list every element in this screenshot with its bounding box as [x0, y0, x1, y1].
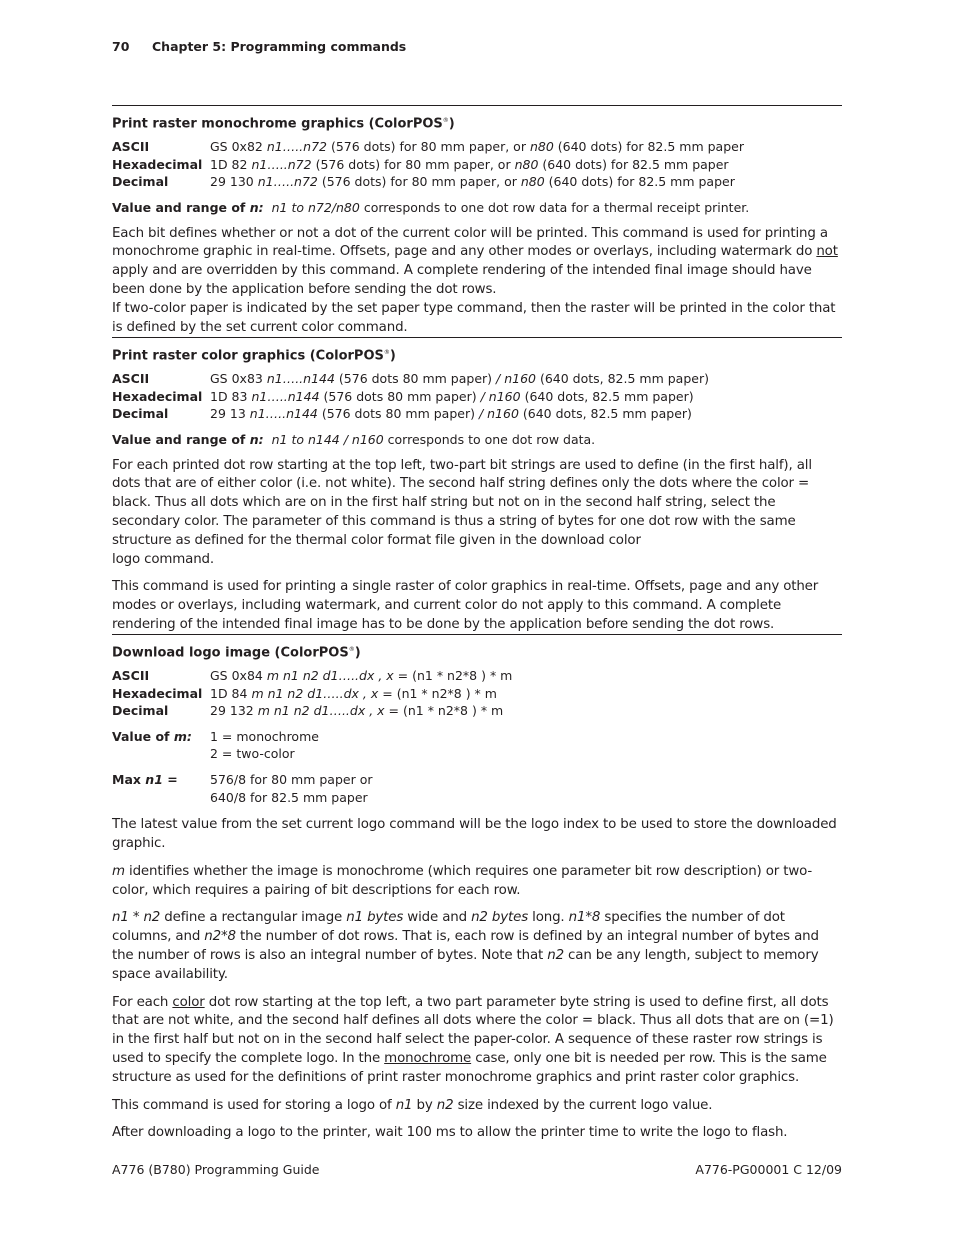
section-raster-color	[112, 337, 842, 635]
encoding-table	[112, 370, 842, 422]
body-paragraph: This command is used for storing a logo of n1 by n2 size indexed by the current logo value.	[112, 1097, 713, 1113]
section-divider	[112, 337, 842, 338]
body-paragraph: This command is used for printing a single raster of color graphics in real-time. Offsets, page and any other modes or overlays, including watermark, and current color do not apply to this command. A complete rendering of the intended final image has to be done by the application before sending the dot rows.	[112, 579, 819, 632]
body-paragraph: The latest value from the set current logo command will be the logo index to be used to store the downloaded graphic.	[112, 817, 837, 851]
encoding-row: Hexadecimal 1D 82 n1…..n72 (576 dots) for 80 mm paper, or n80 (640 dots) for 82.5 mm paper	[112, 156, 729, 172]
body-paragraph: For each color dot row starting at the top left, a two part parameter byte string is used to define first, all dots that are not white, and the second half defines all dots where the color = black. Thus all dots that are on (=1) in the first half but not on in the second half select the paper-color. A sequence of these raster row strings is used to specify the complete logo. In the monochrome case, only one bit is needed per row. This is the same structure as used for the definitions of print raster monochrome graphics and print raster color graphics.	[112, 994, 834, 1085]
page-number: 70	[112, 39, 130, 54]
encoding-row: ASCII GS 0x83 n1…..n144 (576 dots 80 mm paper) / n160 (640 dots, 82.5 mm paper)	[112, 371, 709, 387]
section-download-logo	[112, 634, 842, 1143]
body-paragraph: After downloading a logo to the printer, wait 100 ms to allow the printer time to write the logo to flash.	[112, 1125, 788, 1141]
section-divider	[112, 634, 842, 635]
encoding-row: Decimal 29 13 n1…..n144 (576 dots 80 mm paper) / n160 (640 dots, 82.5 mm paper)	[112, 406, 692, 422]
section-divider	[112, 105, 842, 106]
value-range: Value and range of n: n1 to n72/n80 corresponds to one dot row data for a thermal receipt printer.	[112, 199, 750, 215]
running-header	[112, 39, 406, 54]
section-title: Print raster color graphics (ColorPOS®)	[112, 348, 396, 364]
footer-guide-title: A776 (B780) Programming Guide	[112, 1162, 320, 1177]
section-title: Print raster monochrome graphics (ColorPOS®)	[112, 116, 455, 132]
encoding-table	[112, 138, 842, 190]
encoding-row: ASCII GS 0x84 m n1 n2 d1…..dx , x = (n1 * n2*8 ) * m	[112, 668, 513, 684]
value-range: Value and range of n: n1 to n144 / n160 corresponds to one dot row data.	[112, 431, 596, 447]
encoding-row: Hexadecimal 1D 83 n1…..n144 (576 dots 80 mm paper) / n160 (640 dots, 82.5 mm paper)	[112, 388, 694, 404]
body-paragraph: m identifies whether the image is monochrome (which requires one parameter bit row description) or two-color, which requires a pairing of bit descriptions for each row.	[112, 863, 813, 898]
encoding-row: Hexadecimal 1D 84 m n1 n2 d1…..dx , x = (n1 * n2*8 ) * m	[112, 685, 497, 701]
max-n1: Max n1 = 576/8 for 80 mm paper or 640/8 for 82.5 mm paper	[112, 772, 373, 805]
body-paragraph: Each bit defines whether or not a dot of the current color will be printed. This command is used for printing a monochrome graphic in real-time. Offsets, page and any other modes or overlays, including watermark do not apply and are overridden by this command. A complete rendering of the intended final image should have been done by the application before sending the dot rows.	[112, 225, 838, 297]
encoding-table	[112, 667, 842, 719]
footer-document-id: A776-PG00001 C 12/09	[695, 1162, 842, 1177]
section-raster-monochrome	[112, 105, 842, 337]
body-paragraph: n1 * n2 define a rectangular image n1 bytes wide and n2 bytes long. n1*8 specifies the number of dot columns, and n2*8 the number of dot rows. That is, each row is defined by an integral number of bytes and the number of rows is also an integral number of bytes. Note that n2 can be any length, subject to memory space availability.	[112, 910, 819, 982]
section-title: Download logo image (ColorPOS®)	[112, 645, 361, 661]
body-paragraph: For each printed dot row starting at the top left, two-part bit strings are used to define (in the first half), all dots that are of either color (i.e. not white). The second half string defines only the dots where the color = black. Thus all dots which are on in the first half string but not on in the second half string, select the secondary color. The parameter of this command is thus a string of bytes for one dot row with the same structure as defined for the thermal color format file given in the download color	[112, 457, 812, 548]
body-paragraph-continuation: logo command.	[112, 551, 215, 567]
document-page	[112, 0, 842, 1235]
chapter-title: Chapter 5: Programming commands	[152, 39, 407, 54]
running-footer	[112, 1162, 842, 1177]
encoding-row: Decimal 29 132 m n1 n2 d1…..dx , x = (n1 * n2*8 ) * m	[112, 703, 504, 719]
encoding-row: ASCII GS 0x82 n1…..n72 (576 dots) for 80 mm paper, or n80 (640 dots) for 82.5 mm paper	[112, 139, 744, 155]
value-of-m: Value of m: 1 = monochrome 2 = two-color	[112, 728, 319, 761]
body-paragraph: If two-color paper is indicated by the set paper type command, then the raster will be printed in the color that is defined by the set current color command.	[112, 300, 836, 335]
encoding-row: Decimal 29 130 n1…..n72 (576 dots) for 80 mm paper, or n80 (640 dots) for 82.5 mm paper	[112, 174, 735, 190]
